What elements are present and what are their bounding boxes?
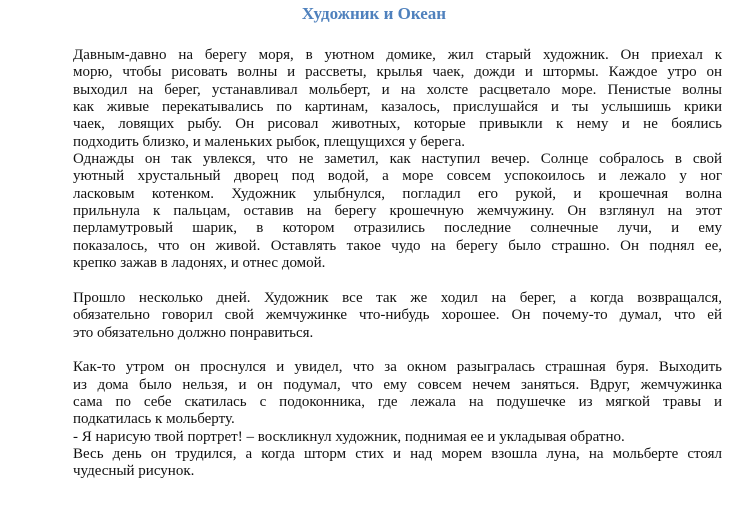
text-line: показалось, что он живой. Оставлять такое чудо на берегу было страшно. Он поднял ее,	[73, 237, 722, 254]
document-title: Художник и Океан	[301, 4, 447, 23]
text-line: Прошло несколько дней. Художник все так же ходил на берег, а когда возвращался,	[73, 289, 722, 306]
blank-line	[73, 342, 722, 359]
text-line: Давным-давно на берегу моря, в уютном домике, жил старый художник. Он приехал к	[73, 47, 722, 63]
text-line: перламутровый шарик, в котором отразились последние солнечные лучи, и ему	[73, 220, 722, 237]
document-body	[73, 47, 722, 481]
text-line: морю, чтобы рисовать волны и рассветы, крылья чаек, дожди и штормы. Каждое утро он	[73, 64, 722, 81]
paragraph	[73, 446, 722, 481]
text-line: выходил на берег, устанавливал мольберт, и на холсте расцветало море. Пенистые волны	[73, 81, 722, 98]
text-line: чаек, ловящих рыбу. Он рисовал животных, которые привыкли к нему и не боялись	[73, 116, 722, 133]
text-line: Как-то утром он проснулся и увидел, что за окном разыгралась страшная буря. Выходить	[73, 359, 722, 376]
text-line: прильнула к пальцам, оставив на берегу крошечную жемчужину. Он взглянул на этот	[73, 203, 722, 220]
paragraph	[73, 151, 722, 272]
text-line: крепко зажав в ладонях, и отнес домой.	[73, 255, 326, 272]
text-line: сама по себе скатилась с подоконника, где лежала на подушечке из мягкой травы и	[73, 393, 722, 410]
paragraph	[73, 290, 722, 342]
text-line: как живые перекатывались по картинам, казалось, прислушайся и ты услышишь крики	[73, 99, 722, 116]
text-line: подходить близко, и маленьких рыбок, плещущихся у берега.	[73, 133, 466, 150]
text-line: из дома было нельзя, и он подумал, что ему совсем нечем заняться. Вдруг, жемчужинка	[73, 376, 722, 393]
paragraph	[73, 359, 722, 428]
text-line: обязательно говорил свой жемчужинке что-нибудь хорошее. Он почему-то думал, что ей	[73, 307, 722, 324]
text-line: чудесный рисунок.	[73, 463, 195, 480]
blank-line	[73, 272, 722, 289]
text-line: - Я нарисую твой портрет! – воскликнул художник, поднимая ее и укладывая обратно.	[73, 428, 625, 445]
text-line: Весь день он трудился, а когда шторм стих и над морем взошла луна, на мольберте стоял	[73, 445, 722, 462]
text-line: ласковым котенком. Художник улыбнулся, погладил его рукой, и крошечная волна	[73, 185, 722, 202]
text-line: Однажды он так увлекся, что не заметил, как наступил вечер. Солнце собралось в свой	[73, 151, 722, 168]
paragraph	[73, 47, 722, 151]
text-line: это обязательно должно понравиться.	[73, 324, 314, 341]
text-line: подкатилась к мольберту.	[73, 411, 235, 428]
paragraph	[73, 429, 722, 446]
text-line: уютный хрустальный дворец под водой, а море совсем успокоилось и лежало у ног	[73, 168, 722, 185]
